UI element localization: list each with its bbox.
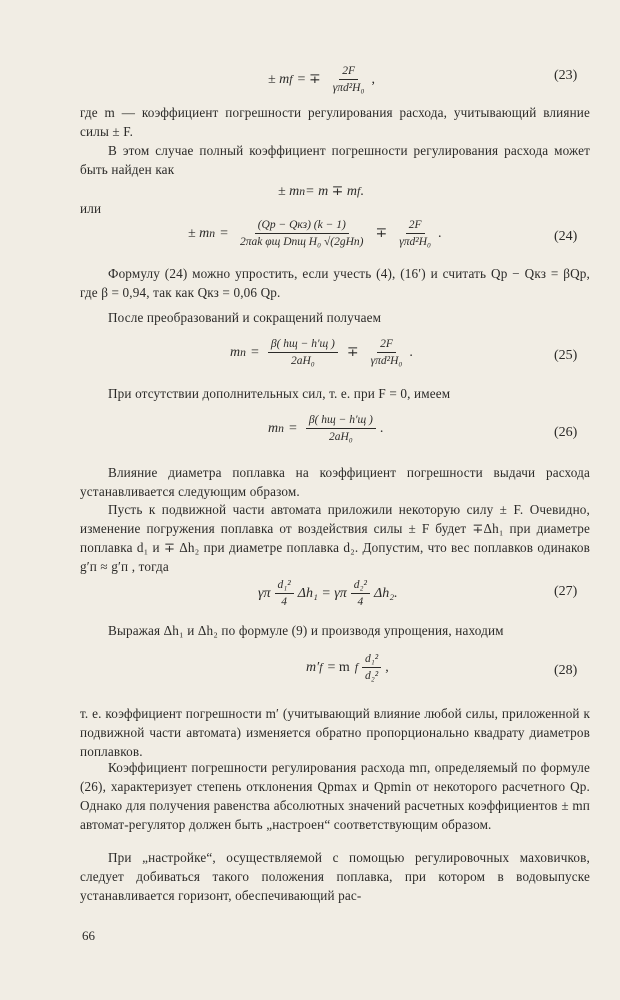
eq24-fraction-1: [237, 218, 366, 249]
paragraph-6: [80, 384, 590, 403]
eq25-lhs-sub: п: [240, 346, 246, 359]
eq24-denominator-2: γπd²H₀: [399, 236, 432, 248]
equation-number-27: (27): [554, 584, 578, 599]
eq28-numerator: d₁²: [362, 652, 381, 668]
equation-23: [268, 64, 375, 95]
sum-tail: .: [360, 183, 364, 199]
eq24-fraction-2: [396, 218, 434, 249]
paragraph-7: [80, 463, 590, 501]
eq24-eq: =: [220, 225, 229, 241]
eq25-numerator-1: β( hщ − h′щ ): [268, 337, 338, 353]
eq25-numerator-2: 2F: [377, 337, 396, 353]
eq24-sign: ∓: [375, 226, 388, 241]
eq27-numerator-2: d₂²: [351, 578, 370, 594]
eq24-numerator-1: (Qр − Qкз) (k − 1): [255, 218, 349, 234]
eq25-denominator-2: γπd²H₀: [370, 355, 403, 367]
eq28-lhs-sub: f: [319, 661, 323, 674]
eq27-denominator-2: 4: [357, 596, 364, 608]
eq28-tail: ,: [385, 659, 389, 675]
eq26-fraction: [306, 413, 376, 444]
eq24-tail: .: [438, 225, 442, 241]
paragraph-2: [80, 141, 590, 179]
paragraph-6-text: При отсутствии дополнительных сил, т. е. при F = 0, имеем: [108, 386, 451, 401]
paragraph-12-text: При „настройке“, осуществляемой с помощью регулировочных маховичков, следует добиваться такого положения поплавка, при котором в водовыпуске устанавливается горизонт, обеспечивающий рас-: [80, 850, 590, 903]
paragraph-7-text: Влияние диаметра поплавка на коэффициент погрешности выдачи расхода устанавливается следующим образом.: [80, 465, 590, 499]
eq25-tail: .: [409, 344, 413, 360]
eq27-denominator-1: 4: [281, 596, 287, 608]
eq27-left-coef: γπ: [258, 585, 271, 601]
eq23-sign: = ∓: [297, 72, 321, 87]
paragraph-3: или: [80, 201, 102, 216]
eq26-eq: =: [288, 420, 297, 436]
eq24-numerator-2: 2F: [406, 218, 425, 234]
equation-number-24: (24): [554, 229, 578, 244]
paragraph-1: где m — коэффициент погрешности регулирования расхода, учитывающий влияние силы ± F.: [80, 105, 590, 139]
equation-number-28: (28): [554, 663, 578, 678]
paragraph-8-text: Пусть к подвижной части автомата приложили некоторую силу ± F. Очевидно, изменение погружения поплавка от воздействия силы ± F будет ∓Δh₁ при диаметре поплавка d₁ и ∓ Δh₂ при диаметре поплавка d₂. Допустим, что вес поплавков одинаков g′п ≈ g′п , тогда: [80, 502, 590, 574]
paragraph-11-text: Коэффициент погрешности регулирования расхода mп, определяемый по формуле (26), характеризует степень отклонения Qрmax и Qрmin от некоторого расчетного Qр. Однако для получения равенства абсолютных значений расчетных коэффициентов ± mп автомат-регулятор должен быть „настроен“ соответствующим образом.: [80, 760, 590, 832]
equation-sum: [278, 183, 364, 200]
sum-rest: = m ∓ m: [305, 184, 358, 199]
eq26-lhs: m: [268, 420, 279, 436]
equation-25: [230, 337, 413, 368]
sum-sub: п: [299, 185, 306, 198]
paragraph-9: [80, 621, 590, 640]
eq27-fraction-2: [351, 578, 370, 609]
eq28-eq: = m: [327, 659, 350, 675]
eq23-lhs: ± m: [268, 71, 290, 87]
equation-number-25: (25): [554, 348, 578, 363]
eq26-denominator: 2aH₀: [328, 431, 353, 443]
eq26-tail: .: [379, 420, 384, 436]
paragraph-4: [80, 264, 590, 302]
paragraph-11: [80, 758, 590, 834]
sum-lhs: ± m: [278, 183, 300, 199]
eq23-fraction: [330, 64, 368, 95]
eq27-middle: Δh₁ = γπ: [297, 585, 347, 601]
eq25-eq: =: [250, 344, 259, 360]
eq25-lhs: m: [230, 344, 241, 360]
paragraph-12: [80, 848, 590, 905]
equation-26: [268, 413, 383, 444]
eq24-lhs-sub: п: [209, 227, 216, 240]
eq27-right: Δh₂.: [374, 585, 398, 601]
eq23-denominator: γπd²H₀: [332, 82, 365, 94]
eq27-fraction-1: [275, 578, 294, 609]
equation-number-23: (23): [554, 68, 578, 83]
eq25-denominator-1: 2aH₀: [290, 355, 315, 367]
eq26-lhs-sub: п: [278, 422, 284, 435]
eq25-fraction-1: [268, 337, 338, 368]
paragraph-8: [80, 500, 590, 576]
paragraph-10: т. е. коэффициент погрешности m′ (учитывающий влияние любой силы, приложенной к подвижной части автомата) изменяется обратно пропорционально квадрату диаметров поплавков.: [80, 706, 590, 759]
eq23-numerator: 2F: [339, 64, 358, 80]
eq25-fraction-2: [368, 337, 406, 368]
eq25-sign: ∓: [346, 345, 359, 360]
equation-number-26: (26): [554, 425, 578, 440]
equation-27: [258, 578, 398, 609]
eq28-denominator: d₂²: [364, 670, 379, 682]
paragraph-4-text: Формулу (24) можно упростить, если учесть (4), (16′) и считать Qр − Qкз = βQр, где β = 0,94, так как Qкз = 0,06 Qр.: [80, 266, 590, 300]
eq27-numerator-1: d₁²: [275, 578, 294, 594]
paragraph-5: [80, 308, 590, 327]
eq23-lhs-sub: f: [289, 73, 293, 86]
eq23-tail: ,: [371, 71, 375, 87]
eq28-rhs-sub: f: [354, 661, 358, 674]
eq24-denominator-1: 2πak φщ Dпщ H₀ √(2gHп): [240, 236, 364, 248]
equation-24: [188, 218, 442, 249]
eq26-numerator: β( hщ − h′щ ): [306, 413, 376, 429]
equation-28: [306, 652, 389, 683]
paragraph-5-text: После преобразований и сокращений получаем: [108, 310, 382, 325]
eq24-lhs: ± m: [188, 225, 210, 241]
eq28-lhs: m′: [306, 659, 320, 675]
sum-sub2: f: [357, 185, 361, 198]
paragraph-2-text: В этом случае полный коэффициент погрешности регулирования расхода может быть найден как: [80, 143, 590, 177]
paragraph-9-text: Выражая Δh₁ и Δh₂ по формуле (9) и производя упрощения, находим: [108, 623, 504, 638]
eq28-fraction: [362, 652, 381, 683]
page-number: 66: [82, 928, 95, 943]
